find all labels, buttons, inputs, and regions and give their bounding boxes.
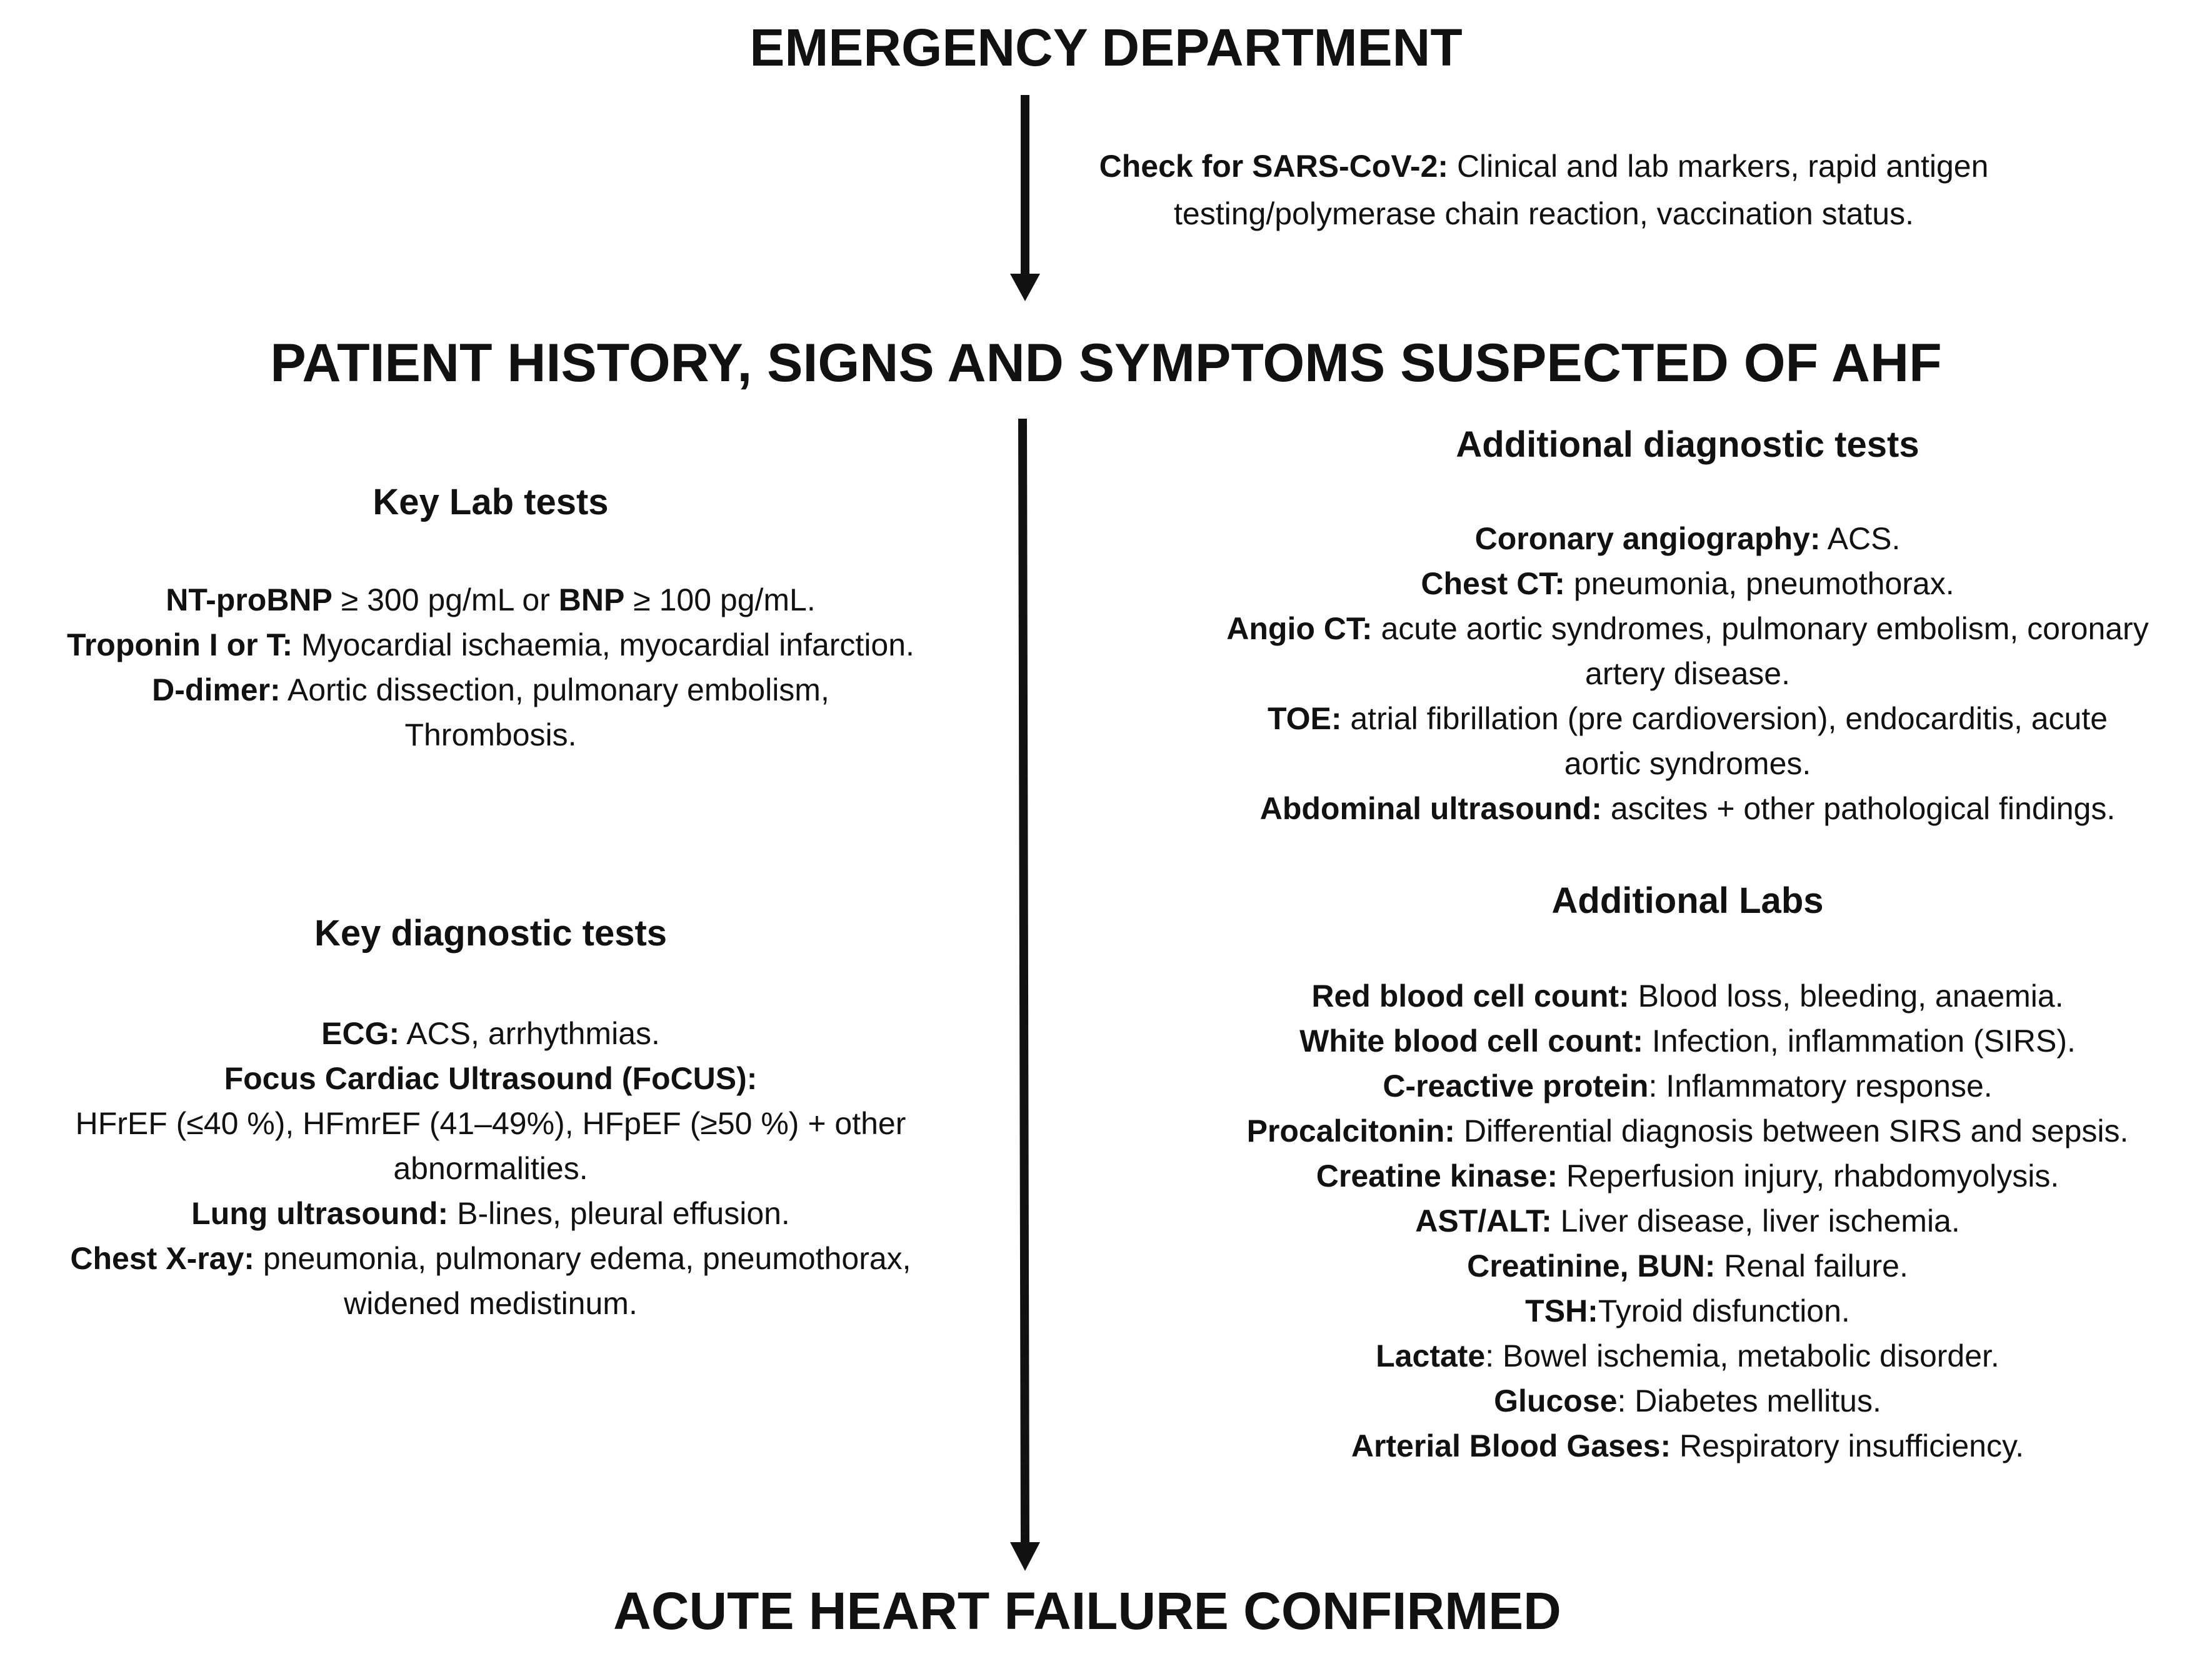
xray-text: pneumonia, pulmonary edema, pneumothorax, (254, 1241, 911, 1276)
focus-text-2: abnormalities. (393, 1151, 588, 1186)
ddimer-text-2: Thrombosis. (404, 717, 577, 752)
lab-text: Differential diagnosis between SIRS and sepsis. (1454, 1113, 2129, 1148)
lab-row (1175, 1109, 2200, 1153)
lab-text: Renal failure. (1715, 1248, 1908, 1283)
lab-row (1175, 1378, 2200, 1423)
lab-text: Reperfusion injury, rhabdomyolysis. (1558, 1158, 2059, 1193)
lab-label: Procalcitonin: (1246, 1113, 1455, 1148)
lab-row (1175, 1243, 2200, 1288)
lab-row (1175, 1153, 2200, 1198)
lab-text: Respiratory insufficiency. (1671, 1428, 2024, 1463)
sars-cov-2-check (1063, 142, 2025, 237)
lab-label: Red blood cell count: (1311, 979, 1629, 1014)
lab-text: Blood loss, bleeding, anaemia. (1629, 979, 2064, 1014)
lab-label: Creatinine, BUN: (1467, 1248, 1716, 1283)
coronary-label: Coronary angiography: (1474, 521, 1821, 556)
lung-text: B-lines, pleural effusion. (448, 1196, 790, 1231)
lab-label: Creatine kinase: (1316, 1158, 1558, 1193)
lab-text: : Inflammatory response. (1648, 1069, 1993, 1104)
lab-row (1175, 1064, 2200, 1109)
focus-label: Focus Cardiac Ultrasound (FoCUS): (224, 1061, 758, 1096)
toe-label: TOE: (1267, 701, 1342, 736)
ecg-label: ECG: (321, 1016, 400, 1051)
key-lab-tests-block (0, 577, 981, 757)
lab-row (1175, 1198, 2200, 1243)
lab-text: : Bowel ischemia, metabolic disorder. (1485, 1338, 1999, 1373)
lab-label: Arterial Blood Gases: (1351, 1428, 1671, 1463)
abdominal-label: Abdominal ultrasound: (1259, 791, 1602, 826)
title-ahf-confirmed: ACUTE HEART FAILURE CONFIRMED (613, 1582, 1561, 1640)
lab-label: White blood cell count: (1299, 1024, 1644, 1059)
angio-ct-text: acute aortic syndromes, pulmonary embolism, coronary (1372, 611, 2149, 646)
lab-label: Glucose (1494, 1383, 1618, 1418)
lab-text: : Diabetes mellitus. (1617, 1383, 1881, 1418)
sars-text-2: testing/polymerase chain reaction, vaccination status. (1174, 196, 1914, 231)
additional-diagnostic-tests-title: Additional diagnostic tests (1456, 424, 1919, 465)
lab-label: Lactate (1376, 1338, 1486, 1373)
lab-row (1175, 1019, 2200, 1064)
toe-text: atrial fibrillation (pre cardioversion), endocarditis, acute (1341, 701, 2108, 736)
xray-label: Chest X-ray: (70, 1241, 254, 1276)
lab-text: Infection, inflammation (SIRS). (1643, 1024, 2076, 1059)
lab-row (1175, 1288, 2200, 1333)
lab-label: C-reactive protein (1383, 1069, 1649, 1104)
ntprobnp-text: ≥ 300 pg/mL or (332, 582, 559, 617)
additional-labs-block (1175, 974, 2200, 1468)
abdominal-text: ascites + other pathological findings. (1601, 791, 2116, 826)
key-diagnostic-tests-title: Key diagnostic tests (314, 913, 668, 954)
ecg-text: ACS, arrhythmias. (399, 1016, 660, 1051)
chest-ct-text: pneumonia, pneumothorax. (1564, 566, 1954, 601)
lab-row (1175, 1423, 2200, 1468)
bnp-label: BNP (558, 582, 625, 617)
arrow-down-top (1000, 94, 1050, 306)
chest-ct-label: Chest CT: (1421, 566, 1565, 601)
additional-diagnostic-tests-block (1175, 516, 2200, 831)
key-diagnostic-tests-block (0, 1011, 981, 1326)
ddimer-label: D-dimer: (152, 672, 281, 707)
ddimer-text: Aortic dissection, pulmonary embolism, (280, 672, 829, 707)
lab-label: TSH: (1525, 1293, 1598, 1328)
coronary-text: ACS. (1820, 521, 1901, 556)
title-emergency-department: EMERGENCY DEPARTMENT (749, 18, 1463, 77)
lung-label: Lung ultrasound: (191, 1196, 449, 1231)
lab-text: Tyroid disfunction. (1598, 1293, 1850, 1328)
arrow-down-main (998, 417, 1048, 1580)
lab-label: AST/ALT: (1415, 1203, 1552, 1238)
ntprobnp-label: NT-proBNP (166, 582, 333, 617)
bnp-text: ≥ 100 pg/mL. (624, 582, 816, 617)
troponin-text: Myocardial ischaemia, myocardial infarction. (293, 627, 914, 662)
xray-text-2: widened medistinum. (344, 1286, 638, 1321)
angio-ct-label: Angio CT: (1226, 611, 1373, 646)
lab-row (1175, 974, 2200, 1019)
lab-row (1175, 1333, 2200, 1378)
sars-label: Check for SARS-CoV-2: (1099, 149, 1449, 184)
focus-text-1: HFrEF (≤40 %), HFmrEF (41–49%), HFpEF (≥50 %) + other (75, 1106, 906, 1141)
angio-ct-text-2: artery disease. (1585, 656, 1790, 691)
sars-text-1: Clinical and lab markers, rapid antigen (1448, 149, 1989, 184)
lab-text: Liver disease, liver ischemia. (1551, 1203, 1960, 1238)
title-patient-history: PATIENT HISTORY, SIGNS AND SYMPTOMS SUSPECTED OF AHF (270, 333, 1942, 393)
key-lab-tests-title: Key Lab tests (373, 482, 609, 522)
troponin-label: Troponin I or T: (67, 627, 293, 662)
toe-text-2: aortic syndromes. (1564, 746, 1811, 781)
additional-labs-title: Additional Labs (1551, 880, 1824, 921)
